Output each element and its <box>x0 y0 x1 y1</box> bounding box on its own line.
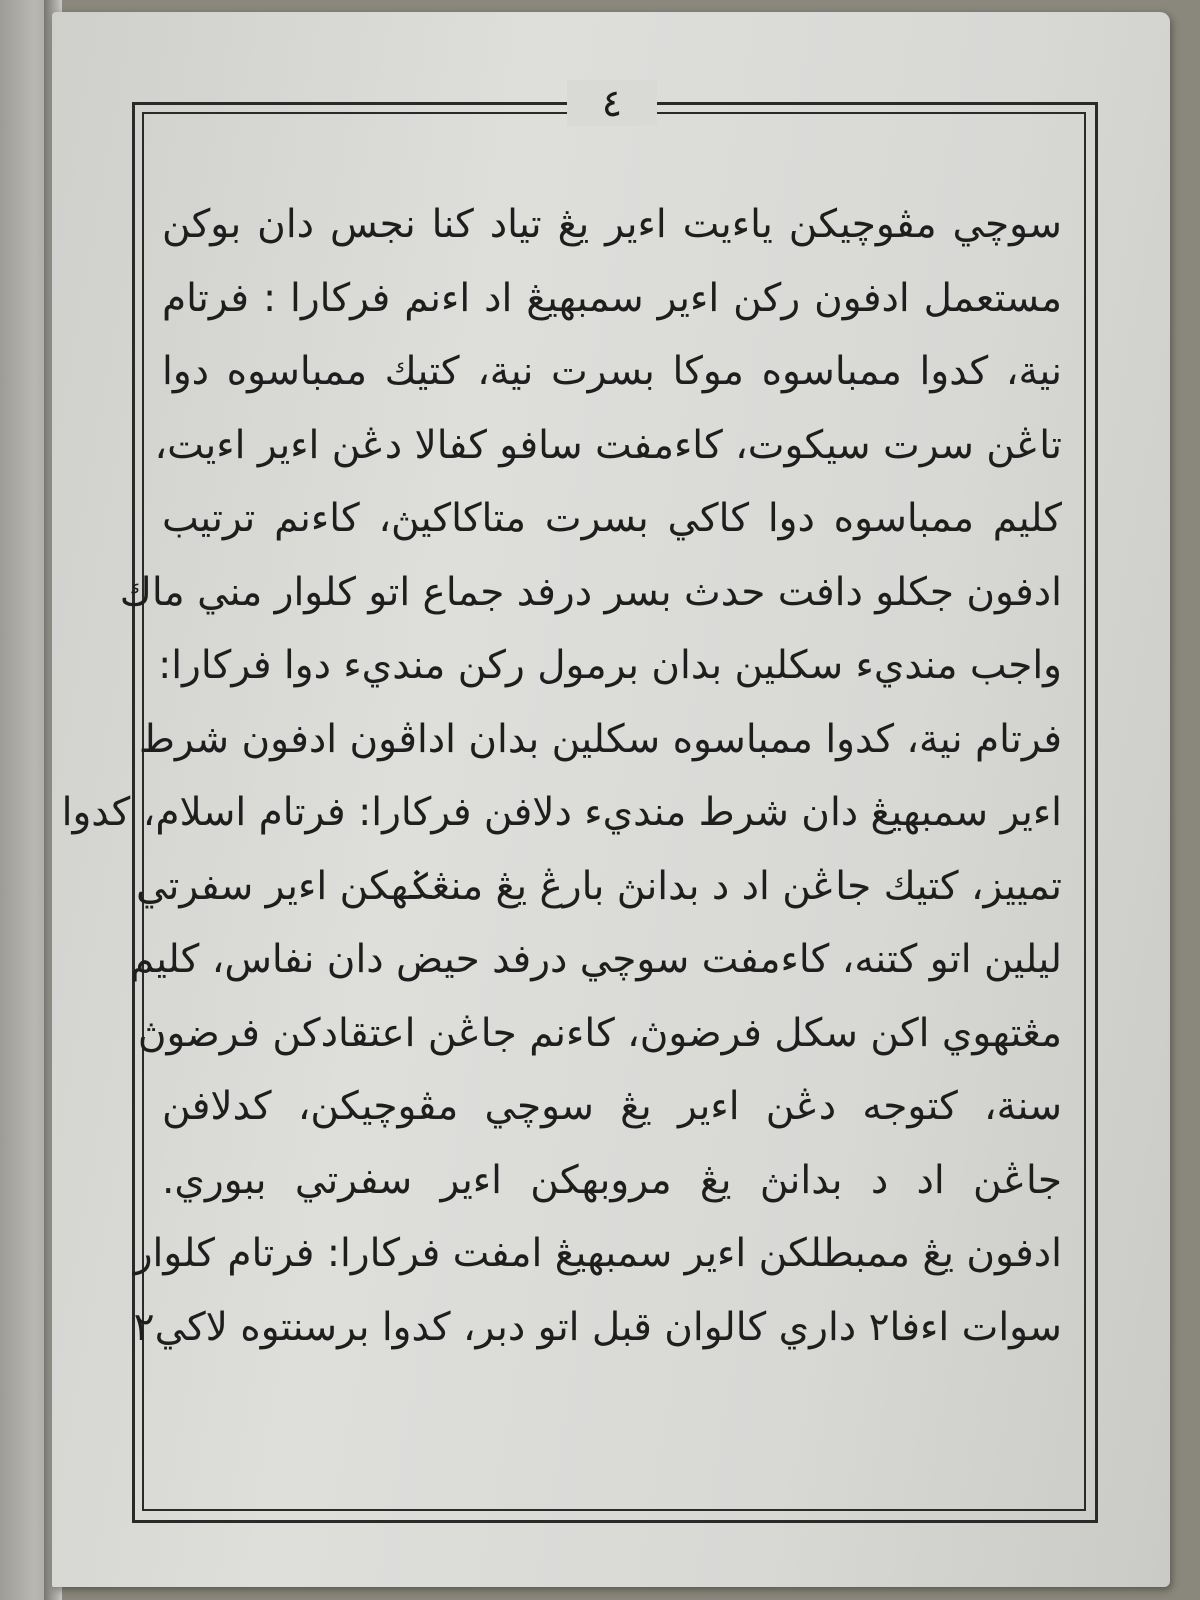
text-line: نية، كدوا ممباسوه موكا بسرت نية، كتيك ممباسوه دوا <box>162 349 1062 394</box>
body-text <box>61 188 1062 1364</box>
text-line: مڠتهوي اكن سكل فرضوڽ، كاءنم جاڠن اعتقادكن فرضوڽ <box>137 1010 1062 1056</box>
text-line: تاڠن سرت سيكوت، كاءمفت سافو كفالا دڠن اءير اءيت، <box>154 422 1062 468</box>
text-line: جاڠن اد د بدانڽ يڠ مروبهكن اءير سفرتي ببوري. <box>162 1157 1062 1203</box>
text-line: سوات اءفا٢ داري كالوان قبل اتو دبر، كدوا برسنتوه لاكي٢ <box>133 1304 1062 1350</box>
text-line: سنة، كتوجه دڠن اءير يڠ سوچي مڤوچيكن، كدلافن <box>162 1084 1062 1129</box>
text-line: واجب منديء سكلين بدان برمول ركن منديء دوا فركارا: <box>158 643 1062 688</box>
page-number: ٤ <box>567 80 657 126</box>
text-line: مستعمل ادفون ركن اءير سمبهيڠ اد اءنم فركارا : فرتام <box>162 275 1062 321</box>
text-line: اءير سمبهيڠ دان شرط منديء دلافن فركارا: فرتام اسلام، كدوا <box>61 790 1062 835</box>
text-line: ادفون جكلو دافت حدث بسر درفد جماع اتو كلوار مني ماك <box>119 569 1062 615</box>
text-line: سوچي مڤوچيكن ياءيت اءير يڠ تياد كنا نجس دان بوكن <box>162 202 1062 247</box>
text-line: ادفون يڠ ممبطلكن اءير سمبهيڠ امفت فركارا: فرتام كلوار <box>133 1231 1062 1276</box>
text-line: ليلين اتو كتنه، كاءمفت سوچي درفد حيض دان نفاس، كليم <box>130 937 1062 982</box>
text-line: فرتام نية، كدوا ممباسوه سكلين بدان اداڤون ادفون شرط <box>138 716 1062 762</box>
text-line: كليم ممباسوه دوا كاكي بسرت متاكاكيڽ، كاءنم ترتيب <box>162 496 1062 541</box>
book-page <box>52 12 1170 1587</box>
text-line: تمييز، كتيك جاڠن اد د بدانڽ بارڠ يڠ منڠݢهكن اءير سفرتي <box>135 863 1062 909</box>
